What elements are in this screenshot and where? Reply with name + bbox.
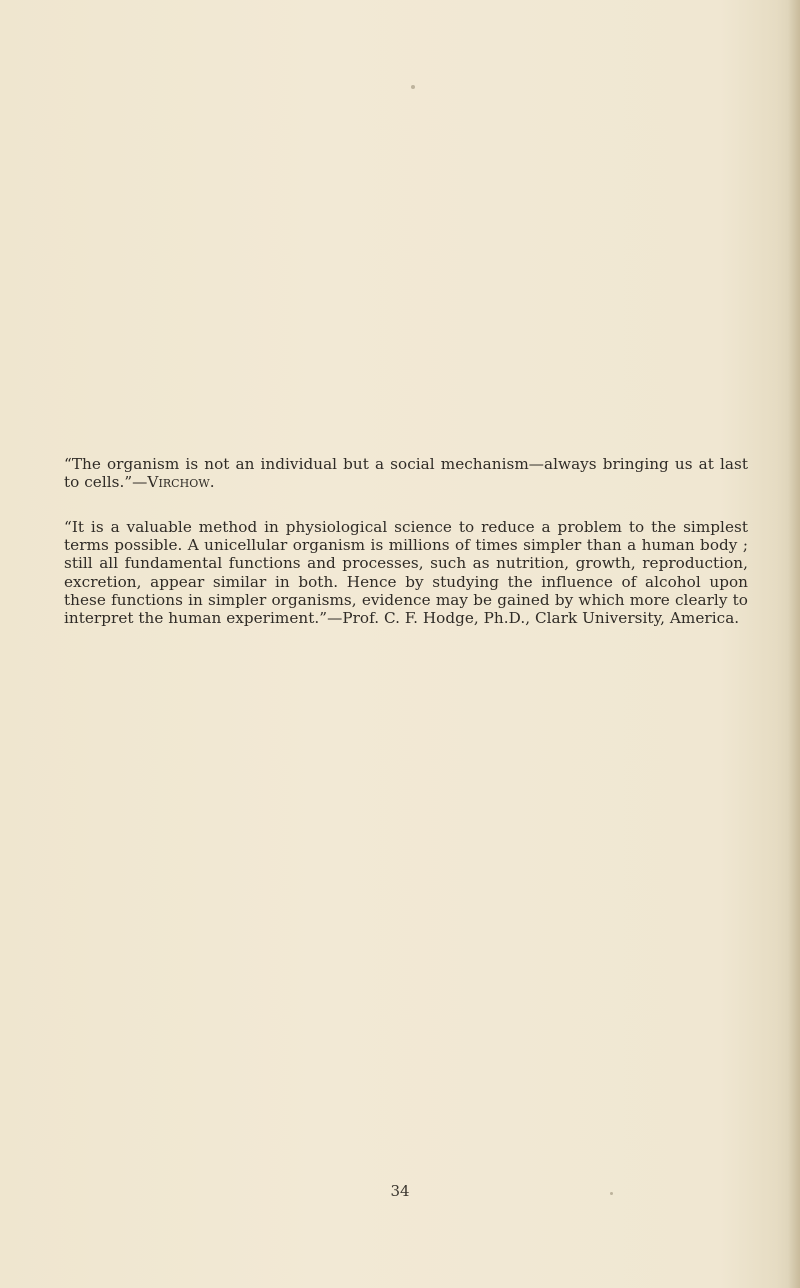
quote-virchow	[64, 455, 748, 491]
page-number: 34	[390, 1182, 410, 1200]
quote-virchow-attribution: Virchow.	[147, 473, 215, 492]
quote-hodge-text: “It is a valuable method in physiological science to reduce a problem to the simplest terms possible. A unicellular organism is millions of times simpler than a human body ; still all fundamental functions and processes, such as nutrition, growth, reproduction, excretion, appear similar in both. Hence by studying the influence of alcohol upon these functions in simpler organisms, evidence may be gained by which more clearly to interpret the human experiment.”—	[64, 518, 748, 628]
quote-hodge	[64, 518, 748, 627]
paper-speck	[411, 85, 415, 89]
quote-virchow-text: “The organism is not an individual but a social mechanism—always bringing us at last to cells.”—	[64, 455, 748, 492]
quote-hodge-attribution: Prof. C. F. Hodge, Ph.D., Clark University, America.	[342, 609, 740, 628]
page-edge-shadow	[788, 0, 800, 1288]
